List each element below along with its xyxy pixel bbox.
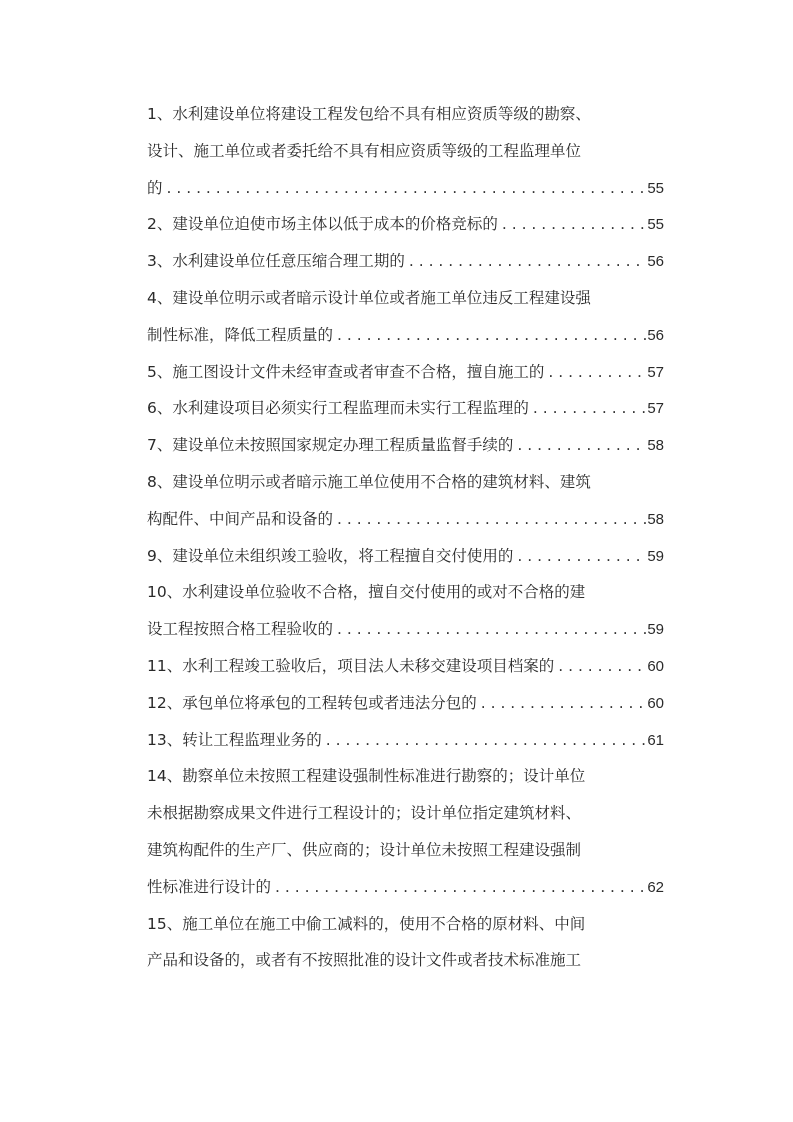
toc-entry-last-line: [147, 538, 664, 575]
toc-entry-last-line: [147, 648, 664, 685]
toc-leader-dots: [333, 317, 647, 354]
toc-leader-dots: [322, 722, 648, 759]
toc-entry[interactable]: [147, 538, 664, 575]
toc-page-number: 55: [647, 179, 664, 197]
toc-page-number: 60: [647, 694, 664, 712]
toc-entry-last-line: [147, 390, 664, 427]
toc-entry-line: 建筑构配件的生产厂、供应商的；设计单位未按照工程建设强制: [147, 840, 582, 859]
table-of-contents: [147, 96, 664, 979]
toc-entry-title: 5、施工图设计文件未经审查或者审查不合格，擅自施工的: [147, 362, 545, 381]
toc-entry[interactable]: [147, 243, 664, 280]
toc-page-number: 58: [647, 510, 664, 528]
toc-page-number: 60: [647, 657, 664, 675]
toc-entry-title: 制性标准，降低工程质量的: [147, 325, 334, 344]
toc-entry[interactable]: [147, 280, 664, 354]
toc-leader-dots: [333, 501, 647, 538]
toc-leader-dots: [405, 243, 647, 280]
toc-leader-dots: [333, 611, 647, 648]
toc-entry-line: 4、建设单位明示或者暗示设计单位或者施工单位违反工程建设强: [147, 288, 591, 307]
toc-entry-title: 构配件、中间产品和设备的: [147, 509, 334, 528]
toc-entry[interactable]: [147, 390, 664, 427]
toc-leader-dots: [513, 538, 647, 575]
toc-page-number: 56: [647, 253, 664, 271]
toc-entry[interactable]: [147, 96, 664, 206]
toc-entry-title: 性标准进行设计的: [147, 877, 272, 896]
toc-entry-title: 12、承包单位将承包的工程转包或者违法分包的: [147, 693, 477, 712]
toc-page-number: 59: [647, 547, 664, 565]
toc-leader-dots: [554, 648, 647, 685]
toc-entry-last-line: [147, 685, 664, 722]
toc-entry-last-line: [147, 206, 664, 243]
toc-page-number: 57: [647, 363, 664, 381]
toc-entry-last-line: [147, 317, 664, 354]
toc-leader-dots: [163, 170, 648, 207]
toc-entry-title: 的: [147, 178, 163, 197]
toc-leader-dots: [477, 685, 648, 722]
toc-entry-title: 7、建设单位未按照国家规定办理工程质量监督手续的: [147, 436, 514, 455]
toc-entry[interactable]: [147, 464, 664, 538]
toc-entry[interactable]: [147, 685, 664, 722]
toc-entry-title: 设工程按照合格工程验收的: [147, 620, 334, 639]
toc-page-number: 57: [647, 400, 664, 418]
toc-entry-line: 未根据勘察成果文件进行工程设计的；设计单位指定建筑材料、: [147, 804, 582, 823]
toc-entry[interactable]: [147, 354, 664, 391]
toc-leader-dots: [513, 427, 647, 464]
toc-leader-dots: [529, 390, 647, 427]
toc-leader-dots: [544, 354, 647, 391]
toc-entry-title: 11、水利工程竣工验收后，项目法人未移交建设项目档案的: [147, 656, 555, 675]
toc-entry[interactable]: [147, 427, 664, 464]
toc-entry-title: 13、转让工程监理业务的: [147, 730, 322, 749]
toc-leader-dots: [271, 869, 647, 906]
toc-entry-last-line: [147, 170, 664, 207]
toc-entry-last-line: [147, 427, 664, 464]
toc-entry-last-line: [147, 243, 664, 280]
toc-entry[interactable]: [147, 574, 664, 648]
toc-entry[interactable]: [147, 758, 664, 905]
toc-page-number: 61: [647, 731, 664, 749]
toc-entry-title: 2、建设单位迫使市场主体以低于成本的价格竞标的: [147, 215, 498, 234]
toc-entry-last-line: [147, 611, 664, 648]
toc-entry-last-line: [147, 869, 664, 906]
toc-leader-dots: [498, 206, 647, 243]
toc-entry-title: 9、建设单位未组织竣工验收，将工程擅自交付使用的: [147, 546, 514, 565]
toc-entry-line: 15、施工单位在施工中偷工减料的，使用不合格的原材料、中间: [147, 914, 586, 933]
toc-entry[interactable]: [147, 906, 664, 980]
toc-page-number: 56: [647, 326, 664, 344]
toc-entry-title: 6、水利建设项目必须实行工程监理而未实行工程监理的: [147, 399, 529, 418]
toc-entry[interactable]: [147, 206, 664, 243]
toc-page-number: 55: [647, 216, 664, 234]
toc-page-number: 62: [647, 878, 664, 896]
toc-entry[interactable]: [147, 648, 664, 685]
toc-page-number: 59: [647, 621, 664, 639]
toc-entry[interactable]: [147, 722, 664, 759]
toc-entry-line: 8、建设单位明示或者暗示施工单位使用不合格的建筑材料、建筑: [147, 472, 591, 491]
toc-entry-last-line: [147, 501, 664, 538]
toc-entry-line: 10、水利建设单位验收不合格，擅自交付使用的或对不合格的建: [147, 583, 586, 602]
toc-entry-title: 3、水利建设单位任意压缩合理工期的: [147, 252, 405, 271]
toc-entry-line: 设计、施工单位或者委托给不具有相应资质等级的工程监理单位: [147, 141, 582, 160]
toc-entry-line: 产品和设备的，或者有不按照批准的设计文件或者技术标准施工: [147, 951, 582, 970]
toc-entry-line: 1、水利建设单位将建设工程发包给不具有相应资质等级的勘察、: [147, 105, 591, 123]
toc-entry-last-line: [147, 354, 664, 391]
toc-page-number: 58: [647, 437, 664, 455]
toc-entry-line: 14、勘察单位未按照工程建设强制性标准进行勘察的；设计单位: [147, 767, 586, 786]
toc-entry-last-line: [147, 722, 664, 759]
